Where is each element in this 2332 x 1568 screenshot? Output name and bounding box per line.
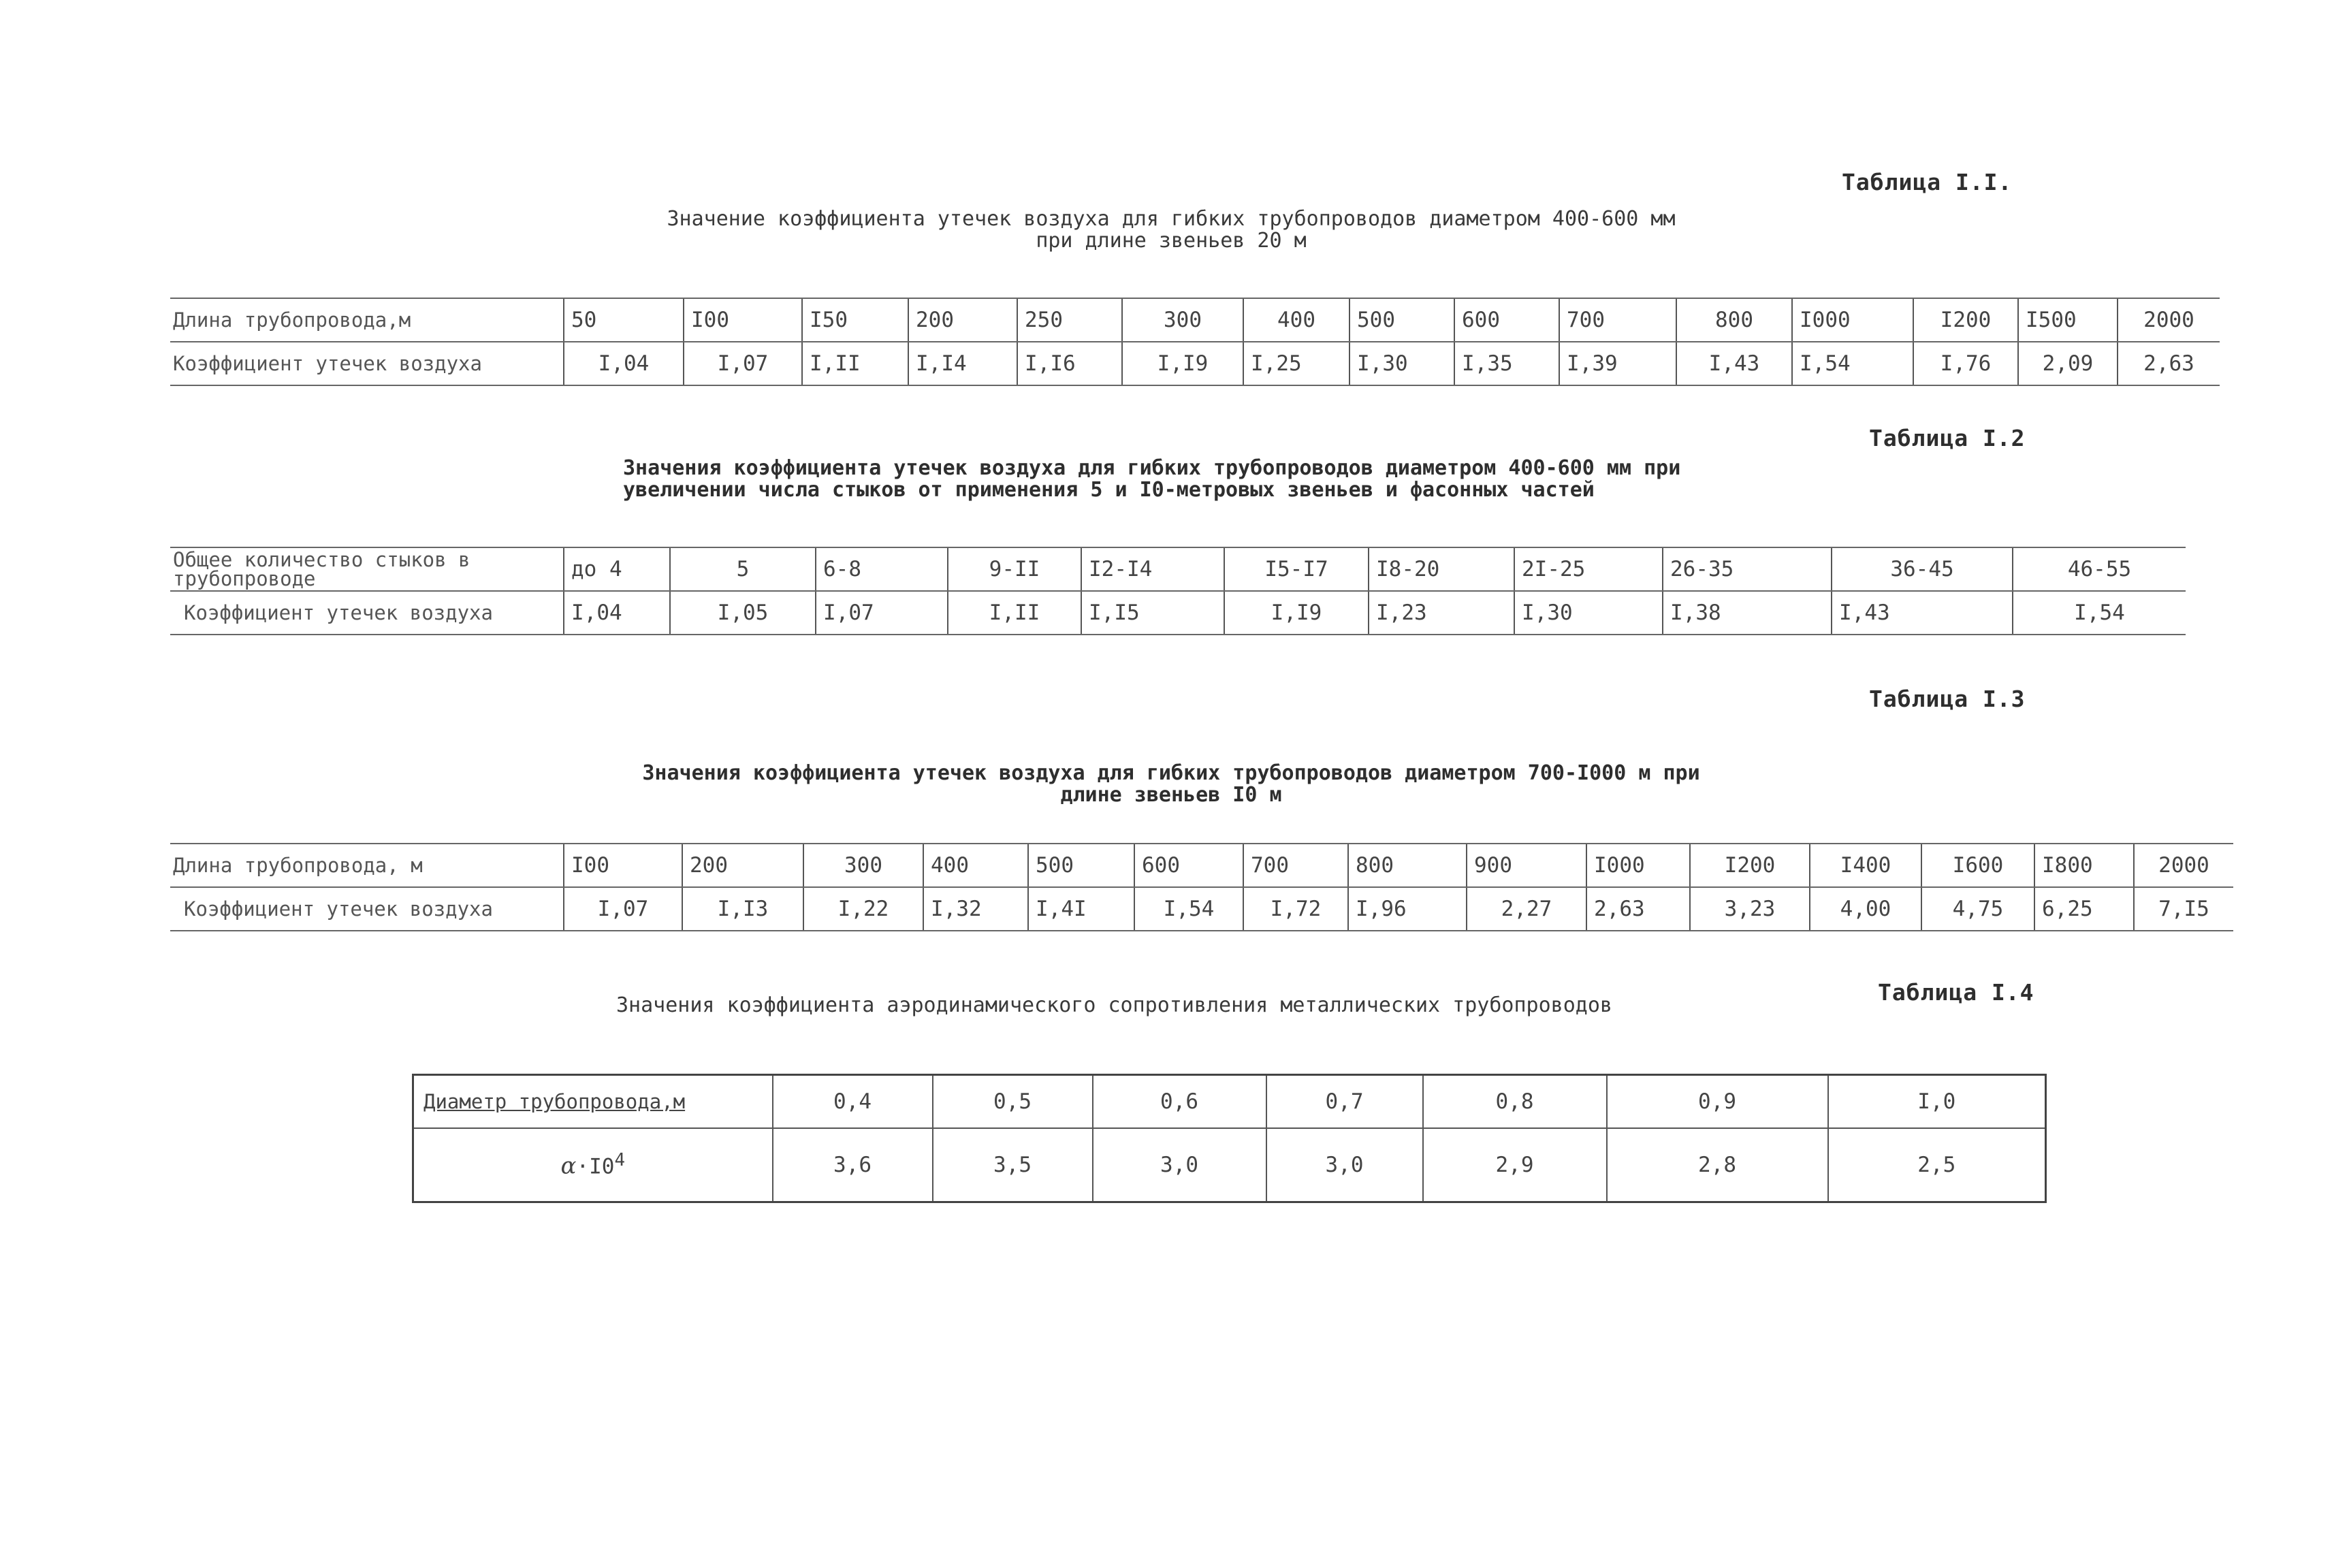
table4-value-cell: 2,8 (1607, 1128, 1828, 1202)
table2-joints-cell: 5 (670, 547, 816, 591)
table3-coef-cell: 2,27 (1467, 887, 1586, 931)
table1-title-line1: Значение коэффициента утечек воздуха для гибких трубопроводов диаметром 400-600 мм (667, 207, 1676, 231)
table2-joints-cell: до 4 (564, 547, 670, 591)
table4-diameter-cell: 0,5 (933, 1075, 1093, 1129)
table3-length-cell: 900 (1467, 844, 1586, 887)
table1 (170, 298, 2220, 386)
table4-diameter-label: Диаметр трубопровода,м (413, 1075, 773, 1129)
table1-coef-cell: I,I9 (1122, 342, 1243, 385)
table4-value-cell: 2,5 (1828, 1128, 2046, 1202)
table1-coef-cell: I,54 (1792, 342, 1913, 385)
alpha-multiplier: ·I0 (576, 1154, 615, 1179)
table3-length-cell: 400 (923, 844, 1028, 887)
table1-length-cell: 400 (1243, 298, 1349, 342)
table4-diameter-cell: I,0 (1828, 1075, 2046, 1129)
table2-coef-cell: I,23 (1369, 591, 1514, 635)
table3-caption: Таблица I.3 (1869, 686, 2026, 712)
table3-length-cell: 700 (1243, 844, 1348, 887)
table1-coef-cell: I,I4 (908, 342, 1017, 385)
table4-caption: Таблица I.4 (1878, 979, 2034, 1006)
table2-joints-cell: 26-35 (1663, 547, 1832, 591)
table3-coef-cell: 7,I5 (2134, 887, 2233, 931)
table2-coef-cell: I,I9 (1224, 591, 1369, 635)
table2-joints-cell: 46-55 (2013, 547, 2186, 591)
table2 (170, 547, 2186, 635)
table3-coef-cell: 6,25 (2034, 887, 2134, 931)
table1-coef-cell: I,I6 (1017, 342, 1122, 385)
table1-coef-cell: I,30 (1349, 342, 1454, 385)
table1-length-cell: I200 (1913, 298, 2018, 342)
table2-coef-label: Коэффициент утечек воздуха (170, 591, 564, 635)
table3-coef-cell: I,4I (1028, 887, 1134, 931)
table3-coef-label: Коэффициент утечек воздуха (170, 887, 564, 931)
table3-length-cell: I800 (2034, 844, 2134, 887)
table1-title-line2: при длине звеньев 20 м (1036, 229, 1307, 253)
table2-coef-cell: I,07 (816, 591, 948, 635)
table3-coef-cell: 3,23 (1690, 887, 1810, 931)
table2-coef-cell: I,II (948, 591, 1081, 635)
table3 (170, 843, 2233, 931)
table2-coef-cell: I,54 (2013, 591, 2186, 635)
table3-coef-cell: 4,00 (1810, 887, 1921, 931)
table2-coef-row (170, 591, 2186, 635)
table3-length-cell: 300 (803, 844, 923, 887)
table3-title-line1: Значения коэффициента утечек воздуха для гибких трубопроводов диаметром 700-I000 м при (642, 761, 1700, 785)
table1-length-cell: 200 (908, 298, 1017, 342)
table1-coef-row (170, 342, 2220, 385)
table2-joints-label: Общее количество стыков в трубопроводе (170, 547, 564, 591)
table1-length-cell: 600 (1454, 298, 1559, 342)
table1-coef-label: Коэффициент утечек воздуха (170, 342, 564, 385)
table3-coef-cell: 2,63 (1586, 887, 1690, 931)
table1-length-cell: I000 (1792, 298, 1913, 342)
table1-length-cell: I50 (802, 298, 908, 342)
table1-length-cell: 2000 (2118, 298, 2220, 342)
table2-coef-cell: I,38 (1663, 591, 1832, 635)
table3-coef-cell: 4,75 (1921, 887, 2034, 931)
table2-joints-cell: 9-II (948, 547, 1081, 591)
table3-coef-cell: I,I3 (682, 887, 803, 931)
table4 (412, 1074, 2047, 1203)
table2-coef-cell: I,04 (564, 591, 670, 635)
table4-diameter-cell: 0,6 (1093, 1075, 1266, 1129)
table3-coef-cell: I,32 (923, 887, 1028, 931)
table3-coef-cell: I,07 (564, 887, 682, 931)
table2-joints-cell: 2I-25 (1514, 547, 1663, 591)
table2-title-line1: Значения коэффициента утечек воздуха для гибких трубопроводов диаметром 400-600 мм при (623, 456, 1681, 480)
table1-coef-cell: I,43 (1676, 342, 1792, 385)
table2-joints-cell: I2-I4 (1081, 547, 1224, 591)
table3-coef-cell: I,72 (1243, 887, 1348, 931)
table2-joints-cell: 6-8 (816, 547, 948, 591)
alpha-exponent: 4 (614, 1150, 626, 1171)
table2-joints-row (170, 547, 2186, 591)
table1-coef-cell: 2,63 (2118, 342, 2220, 385)
table4-diameter-cell: 0,8 (1423, 1075, 1607, 1129)
table1-length-cell: I500 (2018, 298, 2118, 342)
table3-length-cell: 800 (1348, 844, 1467, 887)
table1-length-cell: I00 (684, 298, 802, 342)
table1-coef-cell: I,25 (1243, 342, 1349, 385)
table4-value-cell: 3,0 (1093, 1128, 1266, 1202)
table3-coef-row (170, 887, 2233, 931)
table1-length-cell: 250 (1017, 298, 1122, 342)
table2-joints-cell: 36-45 (1832, 547, 2013, 591)
table1-length-cell: 700 (1559, 298, 1676, 342)
table4-title: Значения коэффициента аэродинамического сопротивления металлических трубопроводов (616, 993, 1612, 1017)
alpha-symbol: α (560, 1152, 577, 1180)
table3-length-cell: I200 (1690, 844, 1810, 887)
table4-diameter-cell: 0,4 (773, 1075, 933, 1129)
table4-diameter-cell: 0,7 (1266, 1075, 1423, 1129)
table4-alpha-label (413, 1128, 773, 1202)
table2-joints-cell: I5-I7 (1224, 547, 1369, 591)
table4-diameter-cell: 0,9 (1607, 1075, 1828, 1129)
table3-length-cell: I00 (564, 844, 682, 887)
table3-length-cell: 200 (682, 844, 803, 887)
table4-diameter-row (413, 1075, 2046, 1129)
table2-coef-cell: I,43 (1832, 591, 2013, 635)
table4-value-cell: 3,5 (933, 1128, 1093, 1202)
table3-length-cell: I400 (1810, 844, 1921, 887)
table1-length-label: Длина трубопровода,м (170, 298, 564, 342)
table3-length-cell: I600 (1921, 844, 2034, 887)
table3-length-cell: I000 (1586, 844, 1690, 887)
table3-length-cell: 2000 (2134, 844, 2233, 887)
table4-value-cell: 2,9 (1423, 1128, 1607, 1202)
table3-length-cell: 600 (1134, 844, 1243, 887)
table3-title (409, 763, 1934, 806)
table2-title (623, 458, 1680, 501)
table1-caption: Таблица I.I. (1842, 169, 2013, 195)
table1-length-cell: 50 (564, 298, 684, 342)
table2-joints-cell: I8-20 (1369, 547, 1514, 591)
table3-length-row (170, 844, 2233, 887)
table3-title-line2: длине звеньев I0 м (1060, 783, 1282, 807)
table2-coef-cell: I,I5 (1081, 591, 1224, 635)
table4-value-cell: 3,0 (1266, 1128, 1423, 1202)
table1-coef-cell: I,76 (1913, 342, 2018, 385)
table4-value-row (413, 1128, 2046, 1202)
table4-value-cell: 3,6 (773, 1128, 933, 1202)
table2-caption: Таблица I.2 (1869, 425, 2026, 451)
table2-title-line2: увеличении числа стыков от применения 5 и I0-метровых звеньев и фасонных частей (623, 478, 1595, 502)
table1-length-cell: 800 (1676, 298, 1792, 342)
table3-coef-cell: I,96 (1348, 887, 1467, 931)
table1-coef-cell: I,07 (684, 342, 802, 385)
table1-coef-cell: I,35 (1454, 342, 1559, 385)
table1-title (409, 208, 1934, 252)
table3-coef-cell: I,22 (803, 887, 923, 931)
table2-coef-cell: I,05 (670, 591, 816, 635)
table1-coef-cell: 2,09 (2018, 342, 2118, 385)
table3-coef-cell: I,54 (1134, 887, 1243, 931)
table1-length-row (170, 298, 2220, 342)
table2-coef-cell: I,30 (1514, 591, 1663, 635)
table1-length-cell: 500 (1349, 298, 1454, 342)
table3-length-cell: 500 (1028, 844, 1134, 887)
table1-coef-cell: I,II (802, 342, 908, 385)
table1-coef-cell: I,04 (564, 342, 684, 385)
table3-length-label: Длина трубопровода, м (170, 844, 564, 887)
table1-coef-cell: I,39 (1559, 342, 1676, 385)
table1-length-cell: 300 (1122, 298, 1243, 342)
